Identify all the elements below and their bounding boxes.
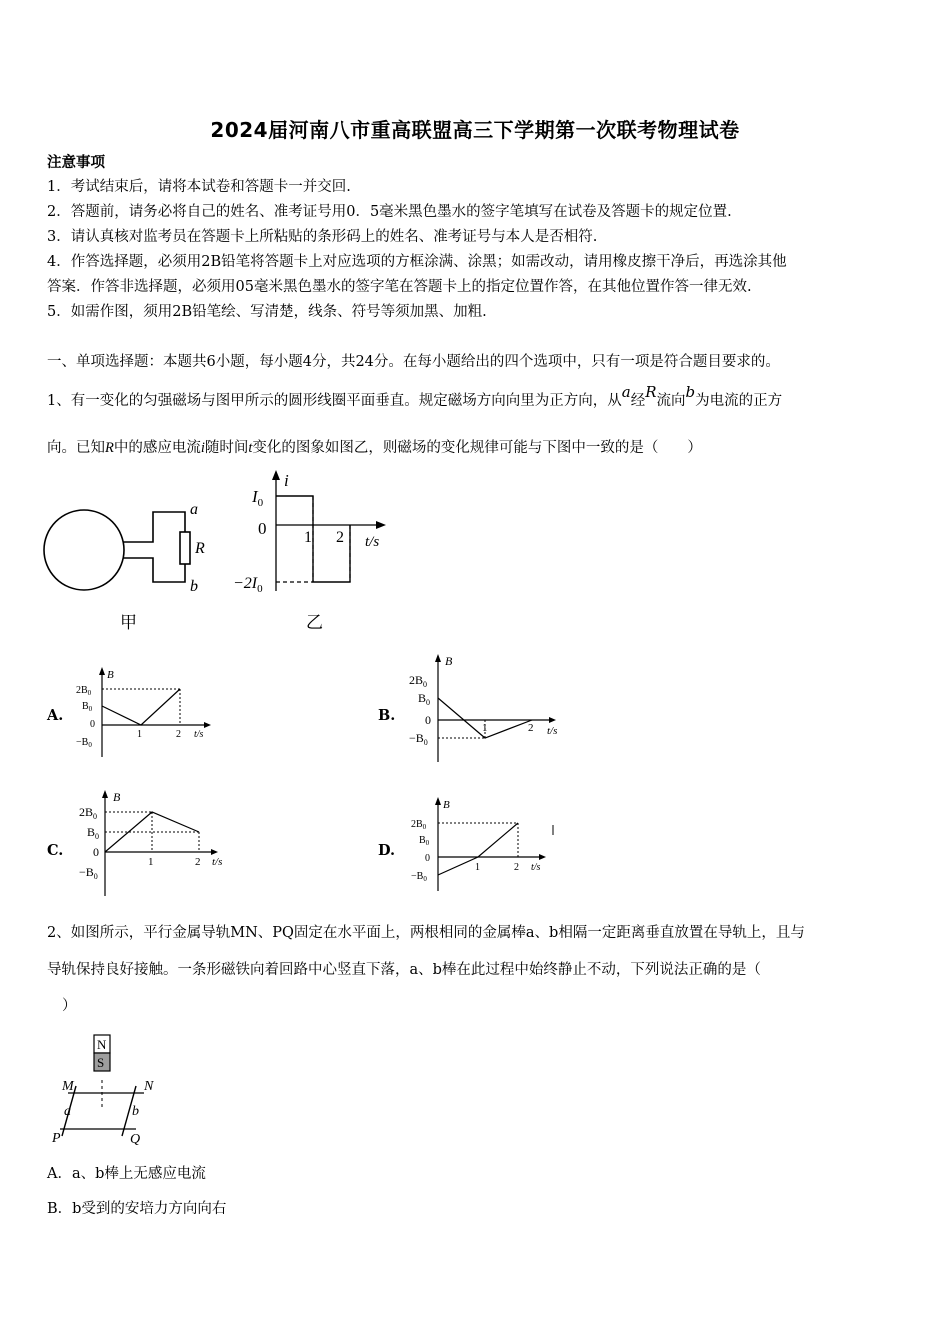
- B-label: B: [445, 654, 453, 668]
- S-pole-label: S: [97, 1055, 105, 1070]
- tick-2B0: $2B_0$: [79, 805, 98, 821]
- wire-top: [123, 512, 185, 542]
- tick-2: 2: [176, 729, 181, 740]
- B-label: B: [443, 799, 450, 811]
- figure-q2: [48, 1030, 168, 1148]
- graph-option-a: [70, 665, 220, 765]
- N-label: N: [144, 1079, 154, 1094]
- tick-1: 1: [148, 856, 154, 868]
- tick-2: 2: [195, 856, 201, 868]
- q1-text: 为电流的正方: [695, 393, 783, 409]
- notice-item: 3．请认真核对监考员在答题卡上所粘贴的条形码上的姓名、准考证号与本人是否相符.: [47, 229, 598, 245]
- tick-0: 0: [425, 713, 431, 727]
- t-axis-arrow: [376, 521, 386, 529]
- b-label: b: [132, 1104, 139, 1119]
- axis-arrow: [539, 854, 546, 860]
- axis-arrow: [204, 722, 211, 728]
- q2-line2: 导轨保持良好接触。一条形磁铁向着回路中心竖直下落，a、b棒在此过程中始终静止不动，下列说法正确的是（: [47, 962, 761, 978]
- option-b-label[interactable]: B.: [378, 707, 396, 724]
- neg-label: $-2I_0$: [233, 575, 263, 595]
- axis-arrow: [435, 654, 441, 662]
- symbol-i: i: [200, 440, 205, 456]
- q1-text: 流向: [656, 393, 686, 409]
- P-label: P: [52, 1131, 61, 1146]
- t-unit-label: t/s: [365, 534, 380, 550]
- tick-B0: $B_0$: [419, 835, 430, 847]
- q1-text: 1、有一变化的匀强磁场与图甲所示的圆形线圈平面垂直。规定磁场方向向里为正方向，从: [47, 393, 622, 409]
- N-pole-label: N: [97, 1037, 107, 1052]
- caption-yi: 乙: [306, 613, 323, 632]
- B-curve: [102, 689, 180, 725]
- tick-2B0: $2B_0$: [76, 685, 92, 697]
- Q-label: Q: [130, 1132, 141, 1147]
- tick-negB0: $-B_0$: [76, 737, 92, 749]
- q2-line3: ）: [62, 998, 77, 1014]
- symbol-R: R: [105, 440, 114, 456]
- tick-1: 1: [137, 729, 142, 740]
- tick-2: 2: [528, 722, 534, 734]
- axis-arrow: [211, 849, 218, 855]
- tick-1: 1: [482, 722, 488, 734]
- tick-negB0: $-B_0$: [411, 871, 427, 883]
- q2-line1: 2、如图所示，平行金属导轨MN、PQ固定在水平面上，两根相同的金属棒a、b相隔一定距离垂直放置在导轨上，且与: [47, 925, 805, 941]
- coil-circle: [44, 510, 124, 590]
- caption-jia: 甲: [120, 613, 137, 632]
- resistor-R: [180, 532, 190, 564]
- M-label: M: [62, 1079, 74, 1094]
- tick-B0: $B_0$: [82, 701, 93, 713]
- i-axis-arrow: [272, 470, 280, 480]
- page-title: 2024届河南八市重高联盟高三下学期第一次联考物理试卷: [210, 118, 740, 142]
- tick-0: 0: [90, 719, 95, 730]
- tick-negB0: $-B_0$: [409, 731, 428, 747]
- figure-yi: [228, 466, 398, 636]
- tick-2B0: $2B_0$: [411, 819, 427, 831]
- q1-text: 向。已知: [47, 440, 105, 456]
- notice-item: 5．如需作图，须用2B铅笔绘、写清楚，线条、符号等须加黑、加粗.: [47, 304, 487, 320]
- q1-text: 中的感应电流: [113, 440, 201, 456]
- option-a-label[interactable]: A.: [47, 707, 64, 724]
- q2-option-b[interactable]: B．b受到的安培力方向向右: [47, 1201, 227, 1217]
- graph-option-c: [75, 788, 235, 900]
- tick-B0: $B_0$: [418, 691, 431, 707]
- t-unit: t/s: [212, 856, 223, 868]
- graph-option-d: [405, 795, 570, 895]
- axis-arrow: [102, 790, 108, 798]
- graph-option-b: [405, 650, 575, 768]
- axis-arrow: [99, 667, 105, 675]
- notice-item: 2．答题前，请务必将自己的姓名、准考证号用0．5毫米黑色墨水的签字笔填写在试卷及答题卡的规定位置.: [47, 204, 732, 220]
- q2-option-a[interactable]: A．a、b棒上无感应电流: [47, 1166, 206, 1182]
- tick-B0: $B_0$: [87, 825, 100, 841]
- I0-label: $I_0$: [252, 487, 264, 509]
- notice-item: 4．作答选择题，必须用2B铅笔将答题卡上对应选项的方框涂满、涂黑；如需改动，请用橡皮擦干净后，再选涂其他: [47, 254, 787, 270]
- i-label: i: [284, 471, 289, 490]
- B-label: B: [107, 669, 114, 681]
- t-unit: t/s: [531, 862, 541, 873]
- q1-line1: [47, 383, 783, 412]
- q1-text: 经: [630, 393, 646, 409]
- notice-heading: 注意事项: [47, 154, 105, 171]
- t2-label: 2: [336, 529, 344, 546]
- label-b: b: [190, 578, 198, 595]
- wire-bottom: [123, 558, 185, 582]
- q1-line2: [47, 437, 702, 459]
- option-d-label[interactable]: D.: [378, 842, 396, 859]
- q1-text: 变化的图象如图乙，则磁场的变化规律可能与下图中一致的是（ ）: [252, 440, 702, 456]
- tick-negB0: $-B_0$: [79, 865, 98, 881]
- symbol-a: a: [621, 383, 631, 401]
- t-unit: t/s: [194, 729, 204, 740]
- section-heading: 一、单项选择题：本题共6小题，每小题4分，共24分。在每小题给出的四个选项中，只有一项是符合题目要求的。: [47, 354, 780, 370]
- label-a: a: [190, 501, 198, 518]
- label-R: R: [195, 540, 205, 557]
- figure-jia: [40, 490, 220, 640]
- symbol-R: R: [645, 383, 657, 401]
- axis-arrow: [435, 797, 441, 805]
- tick-0: 0: [93, 845, 99, 859]
- notice-item: 答案．作答非选择题，必须用05毫米黑色墨水的签字笔在答题卡上的指定位置作答，在其他位置作答一律无效.: [47, 279, 752, 295]
- symbol-b: b: [685, 383, 696, 401]
- t-unit: t/s: [547, 725, 558, 737]
- option-c-label[interactable]: C.: [47, 842, 64, 859]
- axis-arrow: [549, 717, 556, 723]
- a-label: a: [64, 1104, 71, 1119]
- tick-2: 2: [514, 862, 519, 873]
- symbol-t: t: [248, 440, 253, 456]
- origin-label: 0: [258, 519, 267, 538]
- tick-1: 1: [475, 862, 480, 873]
- notice-item: 1．考试结束后，请将本试卷和答题卡一并交回.: [47, 179, 351, 195]
- tick-2B0: $2B_0$: [409, 673, 428, 689]
- tick-0: 0: [425, 853, 430, 864]
- t1-label: 1: [304, 529, 312, 546]
- B-label: B: [113, 790, 121, 804]
- q1-text: 随时间: [204, 440, 249, 456]
